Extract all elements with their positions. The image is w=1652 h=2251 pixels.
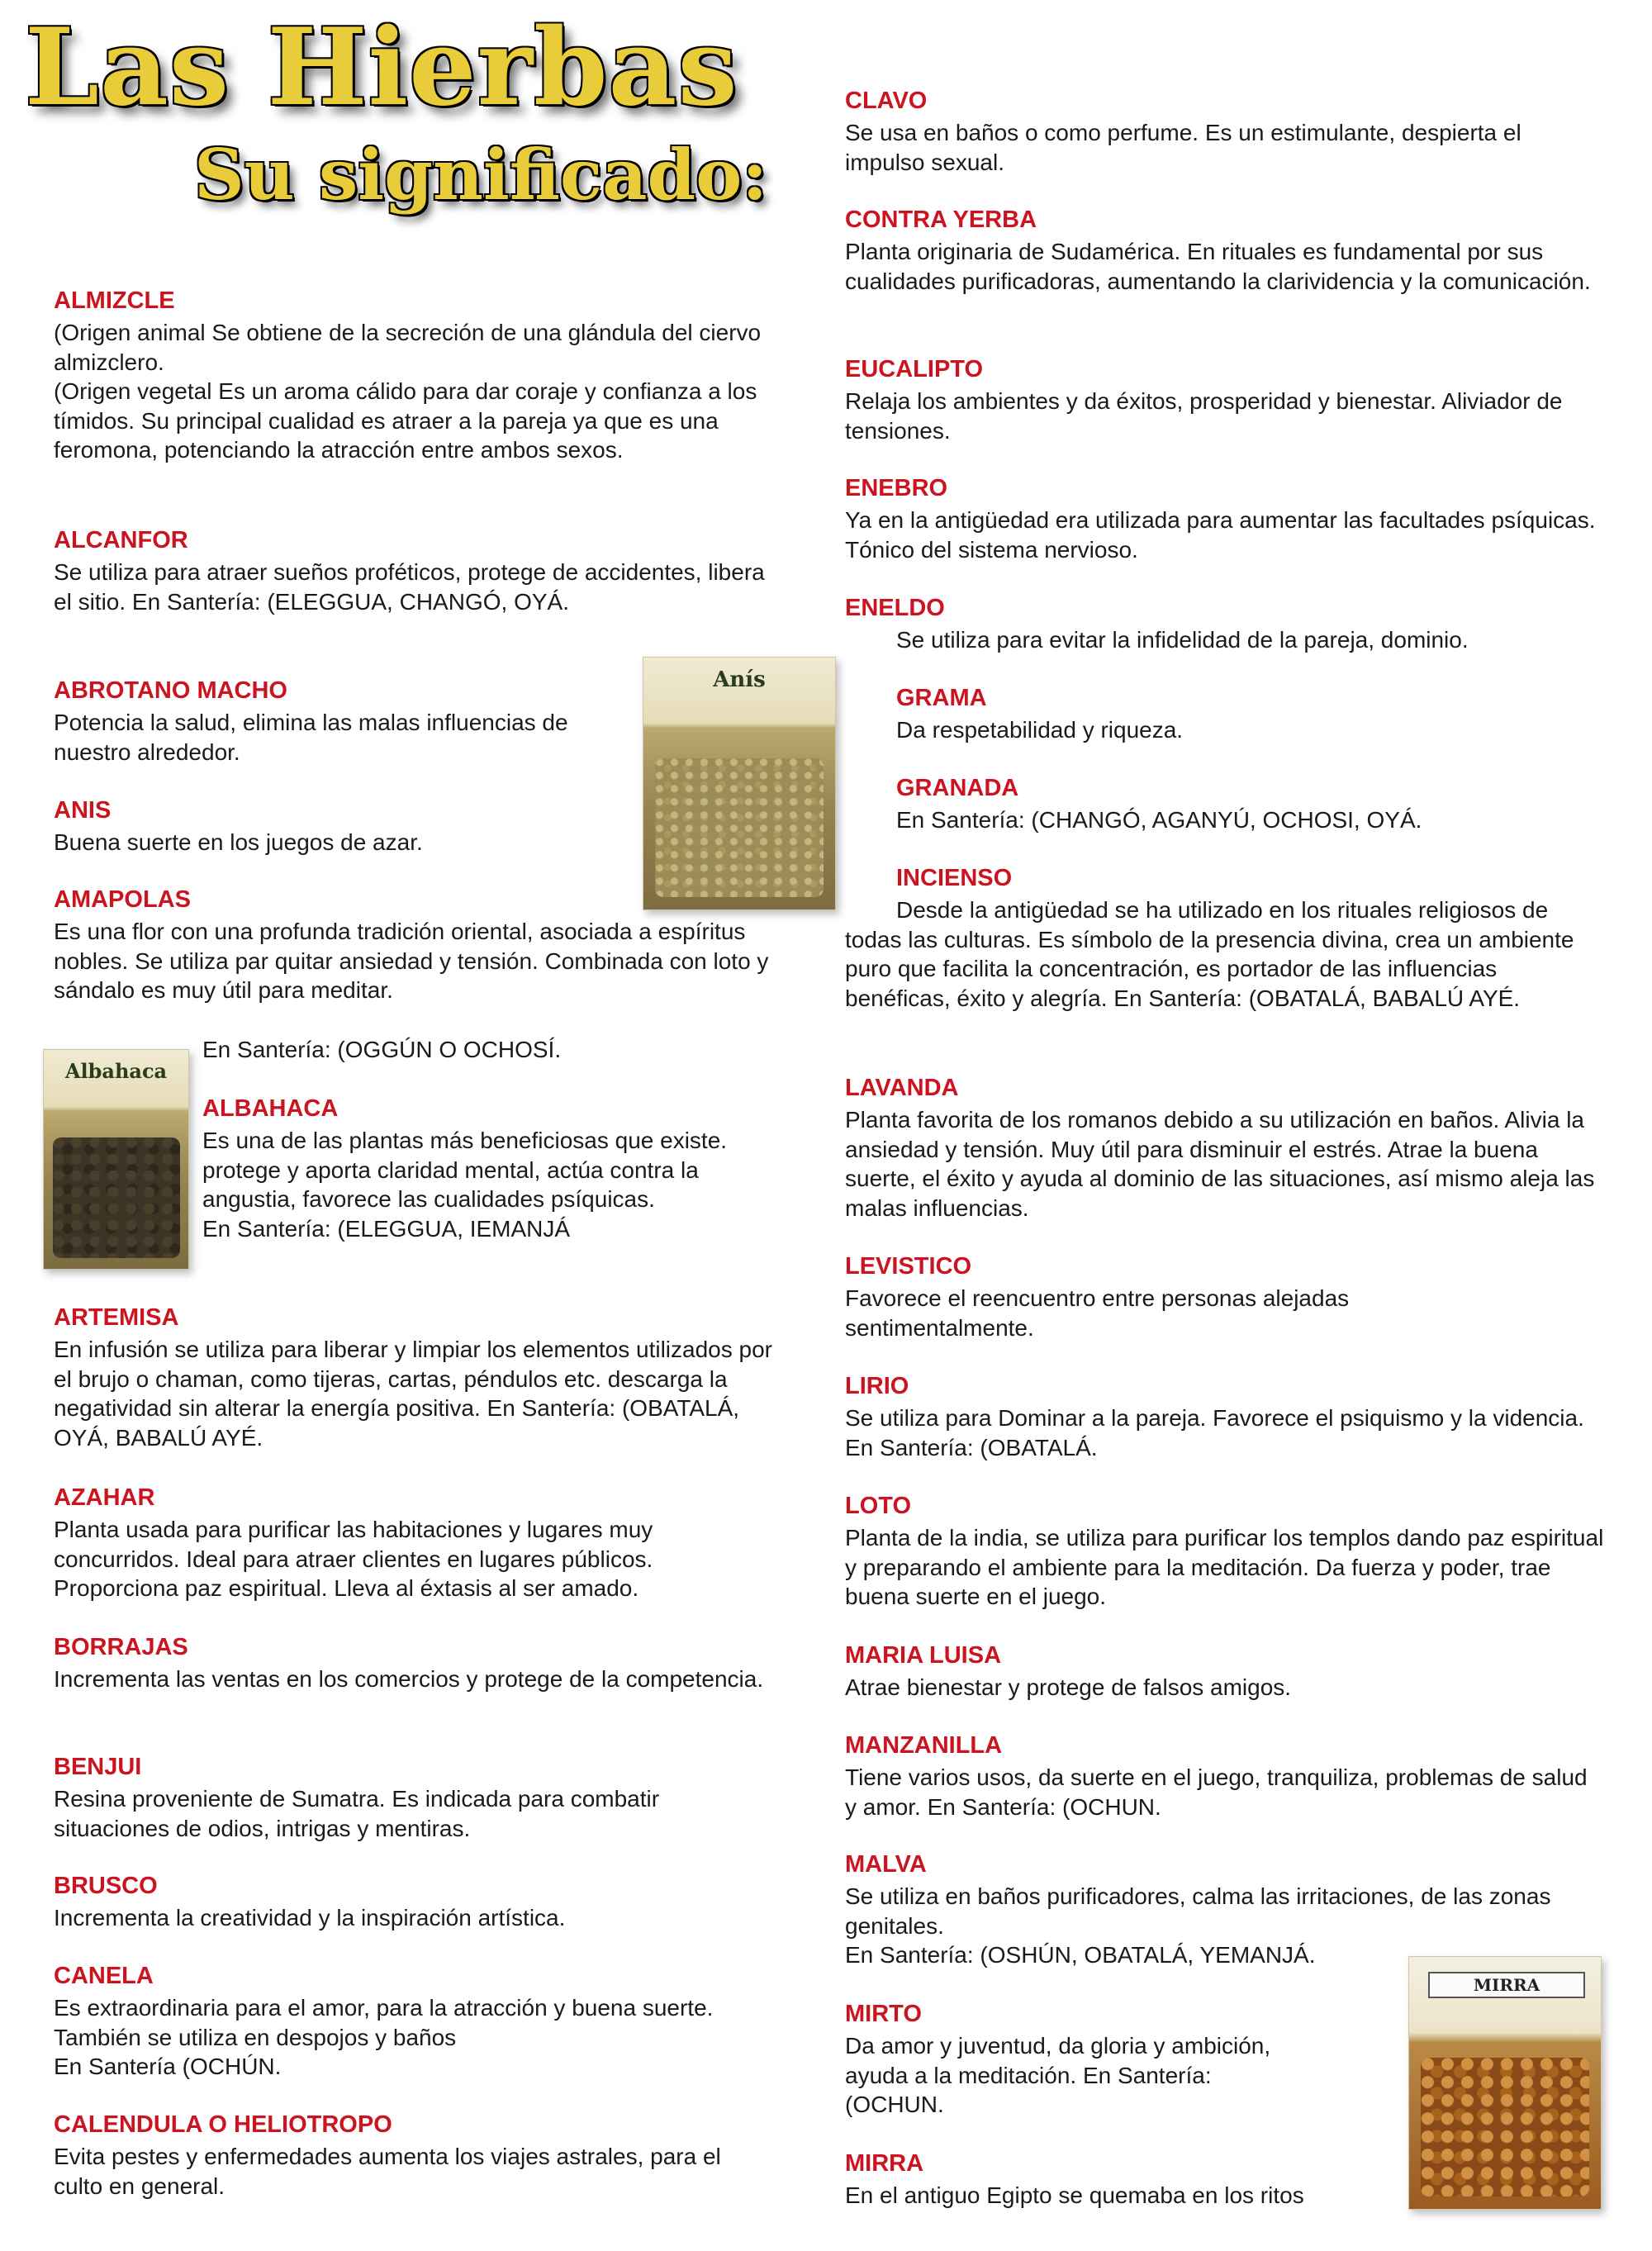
entry-text-2: En Santería (OCHÚN. bbox=[54, 2054, 282, 2079]
anis-seeds bbox=[655, 758, 824, 897]
entry-title: ENELDO bbox=[845, 595, 945, 621]
entry-text: Tiene varios usos, da suerte en el juego, tranquiliza, problemas de salud y amor. En Santería: (OCHUN. bbox=[845, 1764, 1588, 1820]
entry-title: GRAMA bbox=[896, 685, 987, 711]
entry-text-2: En Santería: (OSHÚN, OBATALÁ, YEMANJÁ. bbox=[845, 1942, 1316, 1968]
entry-title: CANELA bbox=[54, 1963, 154, 1989]
entry-text: Potencia la salud, elimina las malas influencias de nuestro alrededor. bbox=[54, 710, 568, 765]
entry-text: Da respetabilidad y riqueza. bbox=[896, 717, 1184, 743]
entry-amapolas bbox=[54, 886, 781, 1005]
anis-package-label: Anís bbox=[713, 667, 766, 693]
albahaca-package-label: Albahaca bbox=[64, 1058, 168, 1083]
entry-alcanfor bbox=[54, 526, 781, 616]
entry-contra-yerba bbox=[845, 206, 1605, 296]
entry-title: LIRIO bbox=[845, 1373, 909, 1399]
entry-brusco bbox=[54, 1872, 764, 1933]
entry-text: Ya en la antigüedad era utilizada para aumentar las facultades psíquicas. Tónico del sistema nervioso. bbox=[845, 507, 1596, 563]
entry-text-2: (Origen vegetal Es un aroma cálido para dar coraje y confianza a los tímidos. Su principal cualidad es atraer a la pareja ya que es una feromona, potenciando la atracción entre ambos sexos. bbox=[54, 378, 757, 463]
entry-text: Es extraordinaria para el amor, para la atracción y buena suerte. También se utiliza en despojos y baños bbox=[54, 1995, 714, 2050]
mirra-package-label: MIRRA bbox=[1428, 1972, 1585, 1998]
entry-text: Favorece el reencuentro entre personas alejadas sentimentalmente. bbox=[845, 1285, 1350, 1341]
entry-text-2: En Santería: (OGGÚN O OCHOSÍ. bbox=[202, 1037, 562, 1062]
mirra-product-image bbox=[1408, 1956, 1602, 2210]
entry-clavo bbox=[845, 87, 1605, 177]
entry-abrotano-macho bbox=[54, 677, 615, 767]
entry-enebro bbox=[845, 474, 1605, 564]
entry-eucalipto bbox=[845, 355, 1597, 445]
entry-text: Se utiliza para evitar la infidelidad de la pareja, dominio. bbox=[896, 627, 1469, 653]
entry-amapolas-santeria bbox=[202, 1035, 781, 1065]
entry-text: En el antiguo Egipto se quemaba en los ritos bbox=[845, 2182, 1304, 2208]
entry-manzanilla bbox=[845, 1731, 1605, 1821]
mirra-resin bbox=[1421, 2058, 1589, 2196]
entry-incienso-body bbox=[845, 895, 1605, 1013]
entry-text: (Origen animal Se obtiene de la secreción de una glándula del ciervo almizclero. bbox=[54, 320, 762, 375]
entry-text-2: En Santería: (ELEGGUA, IEMANJÁ bbox=[202, 1215, 571, 1242]
entry-title: MANZANILLA bbox=[845, 1732, 1003, 1759]
entry-title: EUCALIPTO bbox=[845, 356, 984, 382]
entry-text: Planta de la india, se utiliza para purificar los templos dando paz espiritual y preparando el ambiente para la meditación. Da fuerza y poder, trae buena suerte en el juego. bbox=[845, 1525, 1604, 1609]
entry-benjui bbox=[54, 1753, 764, 1843]
entry-borrajas bbox=[54, 1633, 764, 1694]
entry-title: ALMIZCLE bbox=[54, 287, 175, 314]
entry-granada bbox=[896, 774, 1607, 835]
entry-grama bbox=[896, 684, 1607, 745]
entry-title: MIRTO bbox=[845, 2001, 922, 2027]
entry-title: ALCANFOR bbox=[54, 527, 188, 553]
entry-title: INCIENSO bbox=[896, 865, 1013, 891]
entry-eneldo bbox=[845, 594, 1605, 655]
entry-calendula bbox=[54, 2111, 764, 2201]
entry-title: MARIA LUISA bbox=[845, 1642, 1002, 1669]
entry-canela bbox=[54, 1962, 748, 2082]
entry-mirra bbox=[845, 2149, 1390, 2211]
entry-text: Planta usada para purificar las habitaciones y lugares muy concurridos. Ideal para atraer clientes en lugares públicos. Proporciona paz espiritual. Lleva al éxtasis al ser amado. bbox=[54, 1517, 653, 1601]
albahaca-leaves bbox=[53, 1137, 180, 1258]
entry-almizcle bbox=[54, 287, 764, 465]
entry-title: AZAHAR bbox=[54, 1484, 155, 1511]
entry-text: En infusión se utiliza para liberar y limpiar los elementos utilizados por el brujo o chaman, como tijeras, cartas, péndulos etc. descarga la negatividad sin alterar la energía positiva. En Santería: (OBATALÁ, OYÁ, BABALÚ AYÉ. bbox=[54, 1337, 772, 1451]
entry-title: ANIS bbox=[54, 797, 112, 824]
entry-title: CALENDULA O HELIOTROPO bbox=[54, 2111, 392, 2138]
entry-text: Es una flor con una profunda tradición oriental, asociada a espíritus nobles. Se utiliza par quitar ansiedad y tensión. Combinada con loto y sándalo es muy útil para meditar. bbox=[54, 919, 769, 1003]
entry-title: ALBAHACA bbox=[202, 1095, 339, 1122]
entry-text: Incrementa las ventas en los comercios y protege de la competencia. bbox=[54, 1666, 764, 1692]
entry-title: CLAVO bbox=[845, 88, 928, 114]
entry-text: Planta favorita de los romanos debido a su utilización en baños. Alivia la ansiedad y tensión. Muy útil para disminuir el estrés. Atrae la buena suerte, el éxito y ayuda al dominio de las situaciones, así mismo aleja las malas influencias. bbox=[845, 1107, 1595, 1221]
entry-lirio bbox=[845, 1372, 1605, 1462]
entry-title: MIRRA bbox=[845, 2150, 924, 2177]
entry-text: Es una de las plantas más beneficiosas que existe. protege y aporta claridad mental, actúa contra la angustia, favorece las cualidades psíquicas. bbox=[202, 1128, 728, 1212]
entry-text: Se utiliza en baños purificadores, calma las irritaciones, de las zonas genitales. bbox=[845, 1883, 1551, 1939]
entry-text: Relaja los ambientes y da éxitos, prosperidad y bienestar. Aliviador de tensiones. bbox=[845, 388, 1563, 444]
page-title: Las Hierbas bbox=[25, 6, 738, 130]
entry-title: ARTEMISA bbox=[54, 1304, 179, 1331]
entry-malva bbox=[845, 1850, 1605, 1970]
entry-text: Da amor y juventud, da gloria y ambición, ayuda a la meditación. En Santería: (OCHUN. bbox=[845, 2033, 1271, 2117]
page-subtitle: Su significado: bbox=[194, 134, 768, 216]
entry-text: Se usa en baños o como perfume. Es un estimulante, despierta el impulso sexual. bbox=[845, 120, 1521, 175]
entry-title: LEVISTICO bbox=[845, 1253, 972, 1280]
entry-title: MALVA bbox=[845, 1851, 927, 1878]
entry-lavanda bbox=[845, 1074, 1613, 1223]
entry-azahar bbox=[54, 1484, 772, 1603]
entry-loto bbox=[845, 1492, 1605, 1612]
entry-text: Se utiliza para Dominar a la pareja. Favorece el psiquismo y la videncia. En Santería: (OBATALÁ. bbox=[845, 1405, 1584, 1460]
entry-maria-luisa bbox=[845, 1641, 1605, 1702]
entry-text: En Santería: (CHANGÓ, AGANYÚ, OCHOSI, OYÁ. bbox=[896, 807, 1422, 833]
entry-anis bbox=[54, 796, 615, 857]
entry-title: CONTRA YERBA bbox=[845, 207, 1037, 233]
entry-levistico bbox=[845, 1252, 1440, 1342]
entry-albahaca bbox=[202, 1095, 772, 1243]
entry-title: BRUSCO bbox=[54, 1873, 158, 1899]
entry-title: LAVANDA bbox=[845, 1075, 959, 1101]
entry-text: Se utiliza para atraer sueños proféticos, protege de accidentes, libera el sitio. En Santería: (ELEGGUA, CHANGÓ, OYÁ. bbox=[54, 559, 765, 615]
entry-text: Buena suerte en los juegos de azar. bbox=[54, 829, 423, 855]
entry-text: Resina proveniente de Sumatra. Es indicada para combatir situaciones de odios, intrigas y mentiras. bbox=[54, 1786, 660, 1841]
entry-title: ENEBRO bbox=[845, 475, 948, 501]
entry-text: Evita pestes y enfermedades aumenta los viajes astrales, para el culto en general. bbox=[54, 2144, 721, 2199]
entry-text: Desde la antigüedad se ha utilizado en los rituales religiosos de todas las culturas. Es símbolo de la presencia divina, crea un ambiente puro que facilita la concentración, es portador de las influencias benéficas, éxito y alegría. En Santería: (OBATALÁ, BABALÚ AYÉ. bbox=[845, 897, 1574, 1011]
entry-title: BORRAJAS bbox=[54, 1634, 188, 1660]
anis-product-image bbox=[643, 657, 836, 910]
entry-incienso bbox=[896, 864, 1607, 895]
entry-text: Incrementa la creatividad y la inspiración artística. bbox=[54, 1905, 566, 1930]
albahaca-product-image bbox=[43, 1049, 189, 1270]
entry-title: BENJUI bbox=[54, 1754, 142, 1780]
entry-artemisa bbox=[54, 1304, 772, 1452]
entry-text: Atrae bienestar y protege de falsos amigos. bbox=[845, 1674, 1292, 1700]
entry-mirto bbox=[845, 2000, 1308, 2120]
entry-title: AMAPOLAS bbox=[54, 886, 191, 913]
entry-title: GRANADA bbox=[896, 775, 1019, 801]
entry-title: LOTO bbox=[845, 1493, 912, 1519]
entry-text: Planta originaria de Sudamérica. En rituales es fundamental por sus cualidades purificadoras, aumentando la clarividencia y la comunicación. bbox=[845, 239, 1591, 294]
entry-title: ABROTANO MACHO bbox=[54, 677, 287, 704]
